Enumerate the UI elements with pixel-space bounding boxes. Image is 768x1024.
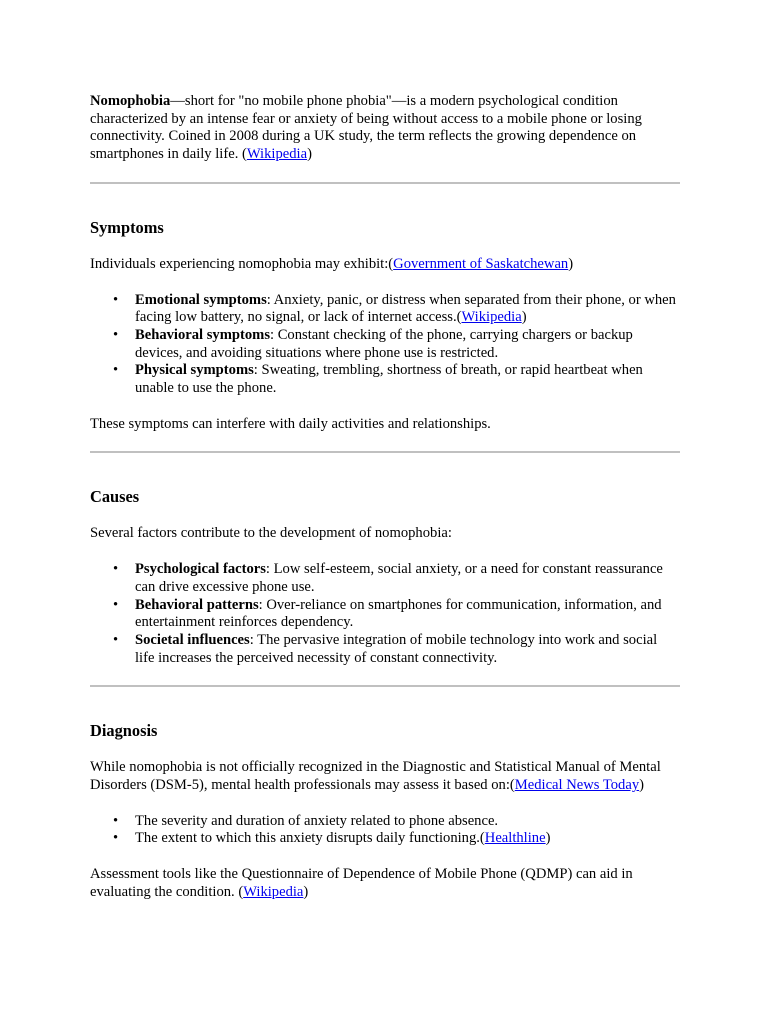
saskatchewan-link[interactable]: Government of Saskatchewan [393,255,569,272]
causes-list [90,561,680,667]
list-item [135,561,680,596]
causes-heading: Causes [90,487,140,507]
list-item-term: Physical symptoms [135,362,254,379]
list-item [135,632,680,667]
intro-wikipedia-link[interactable]: Wikipedia [246,146,308,163]
list-item [135,813,680,831]
symptoms-list [90,292,680,398]
diagnosis-heading: Diagnosis [90,721,158,741]
list-item-term: Behavioral symptoms [135,326,270,343]
divider [90,451,680,453]
symptoms-heading: Symptoms [90,217,164,237]
diagnosis-closing-close: ) [303,883,309,900]
symptoms-lead [90,256,680,274]
list-item-term: Societal influences [135,631,250,648]
list-item-text: : Sweating, trembling, shortness of breath, or rapid heartbeat when unable to use the phone. [135,362,643,397]
list-item-text: : Constant checking of the phone, carrying chargers or backup devices, and avoiding situations where phone use is restricted. [135,326,633,361]
intro-text: —short for "no mobile phone phobia"—is a modern psychological condition characterized by an intense fear or anxiety of being without access to a mobile phone or losing connectivity. Coined in 2008 during a UK study, the term reflects the growing dependence on smartphones in daily life. ( [90,93,642,163]
list-item-close: ) [521,309,527,326]
diagnosis-closing [90,866,680,901]
list-item-text: The severity and duration of anxiety related to phone absence. [135,812,499,829]
list-item [135,327,680,362]
list-item-text: : The pervasive integration of mobile technology into work and social life increases the perceived necessity of constant connectivity. [135,631,658,666]
diagnosis-closing-text: Assessment tools like the Questionnaire of Dependence of Mobile Phone (QDMP) can aid in evaluating the condition. ( [90,866,633,900]
list-item-term: Behavioral patterns [135,596,259,613]
symptoms-closing: These symptoms can interfere with daily activities and relationships. [90,415,491,432]
list-item [135,362,680,397]
diagnosis-list [90,813,680,848]
list-item [135,292,680,327]
list-item-text: The extent to which this anxiety disrupts daily functioning.( [135,830,485,847]
list-item [135,830,680,848]
medical-news-today-link[interactable]: Medical News Today [514,777,640,794]
intro-close-paren: ) [307,146,312,163]
wikipedia-link[interactable]: Wikipedia [243,883,304,900]
list-item-close: ) [545,830,551,847]
document-body [90,93,680,902]
list-item-term: Emotional symptoms [135,291,267,308]
causes-lead: Several factors contribute to the development of nomophobia: [90,525,452,542]
divider [90,182,680,184]
wikipedia-link[interactable]: Wikipedia [461,309,522,326]
divider [90,685,680,687]
healthline-link[interactable]: Healthline [484,830,546,847]
list-item-text: : Over-reliance on smartphones for communication, information, and entertainment reinforces dependency. [135,596,662,631]
diagnosis-lead [90,759,680,794]
diagnosis-lead-close: ) [639,777,644,794]
list-item-text: : Anxiety, panic, or distress when separated from their phone, or when facing low battery, no signal, or lack of internet access.( [135,291,676,326]
symptoms-lead-close: ) [568,255,574,272]
list-item-text: : Low self-esteem, social anxiety, or a need for constant reassurance can drive excessive phone use. [135,561,663,595]
list-item [135,597,680,632]
diagnosis-lead-text: While nomophobia is not officially recognized in the Diagnostic and Statistical Manual of Mental Disorders (DSM-5), mental health professionals may assess it based on:( [90,759,661,794]
intro-paragraph [90,93,680,164]
symptoms-lead-text: Individuals experiencing nomophobia may exhibit:( [90,255,394,272]
intro-term: Nomophobia [90,93,171,109]
list-item-term: Psychological factors [135,561,266,578]
